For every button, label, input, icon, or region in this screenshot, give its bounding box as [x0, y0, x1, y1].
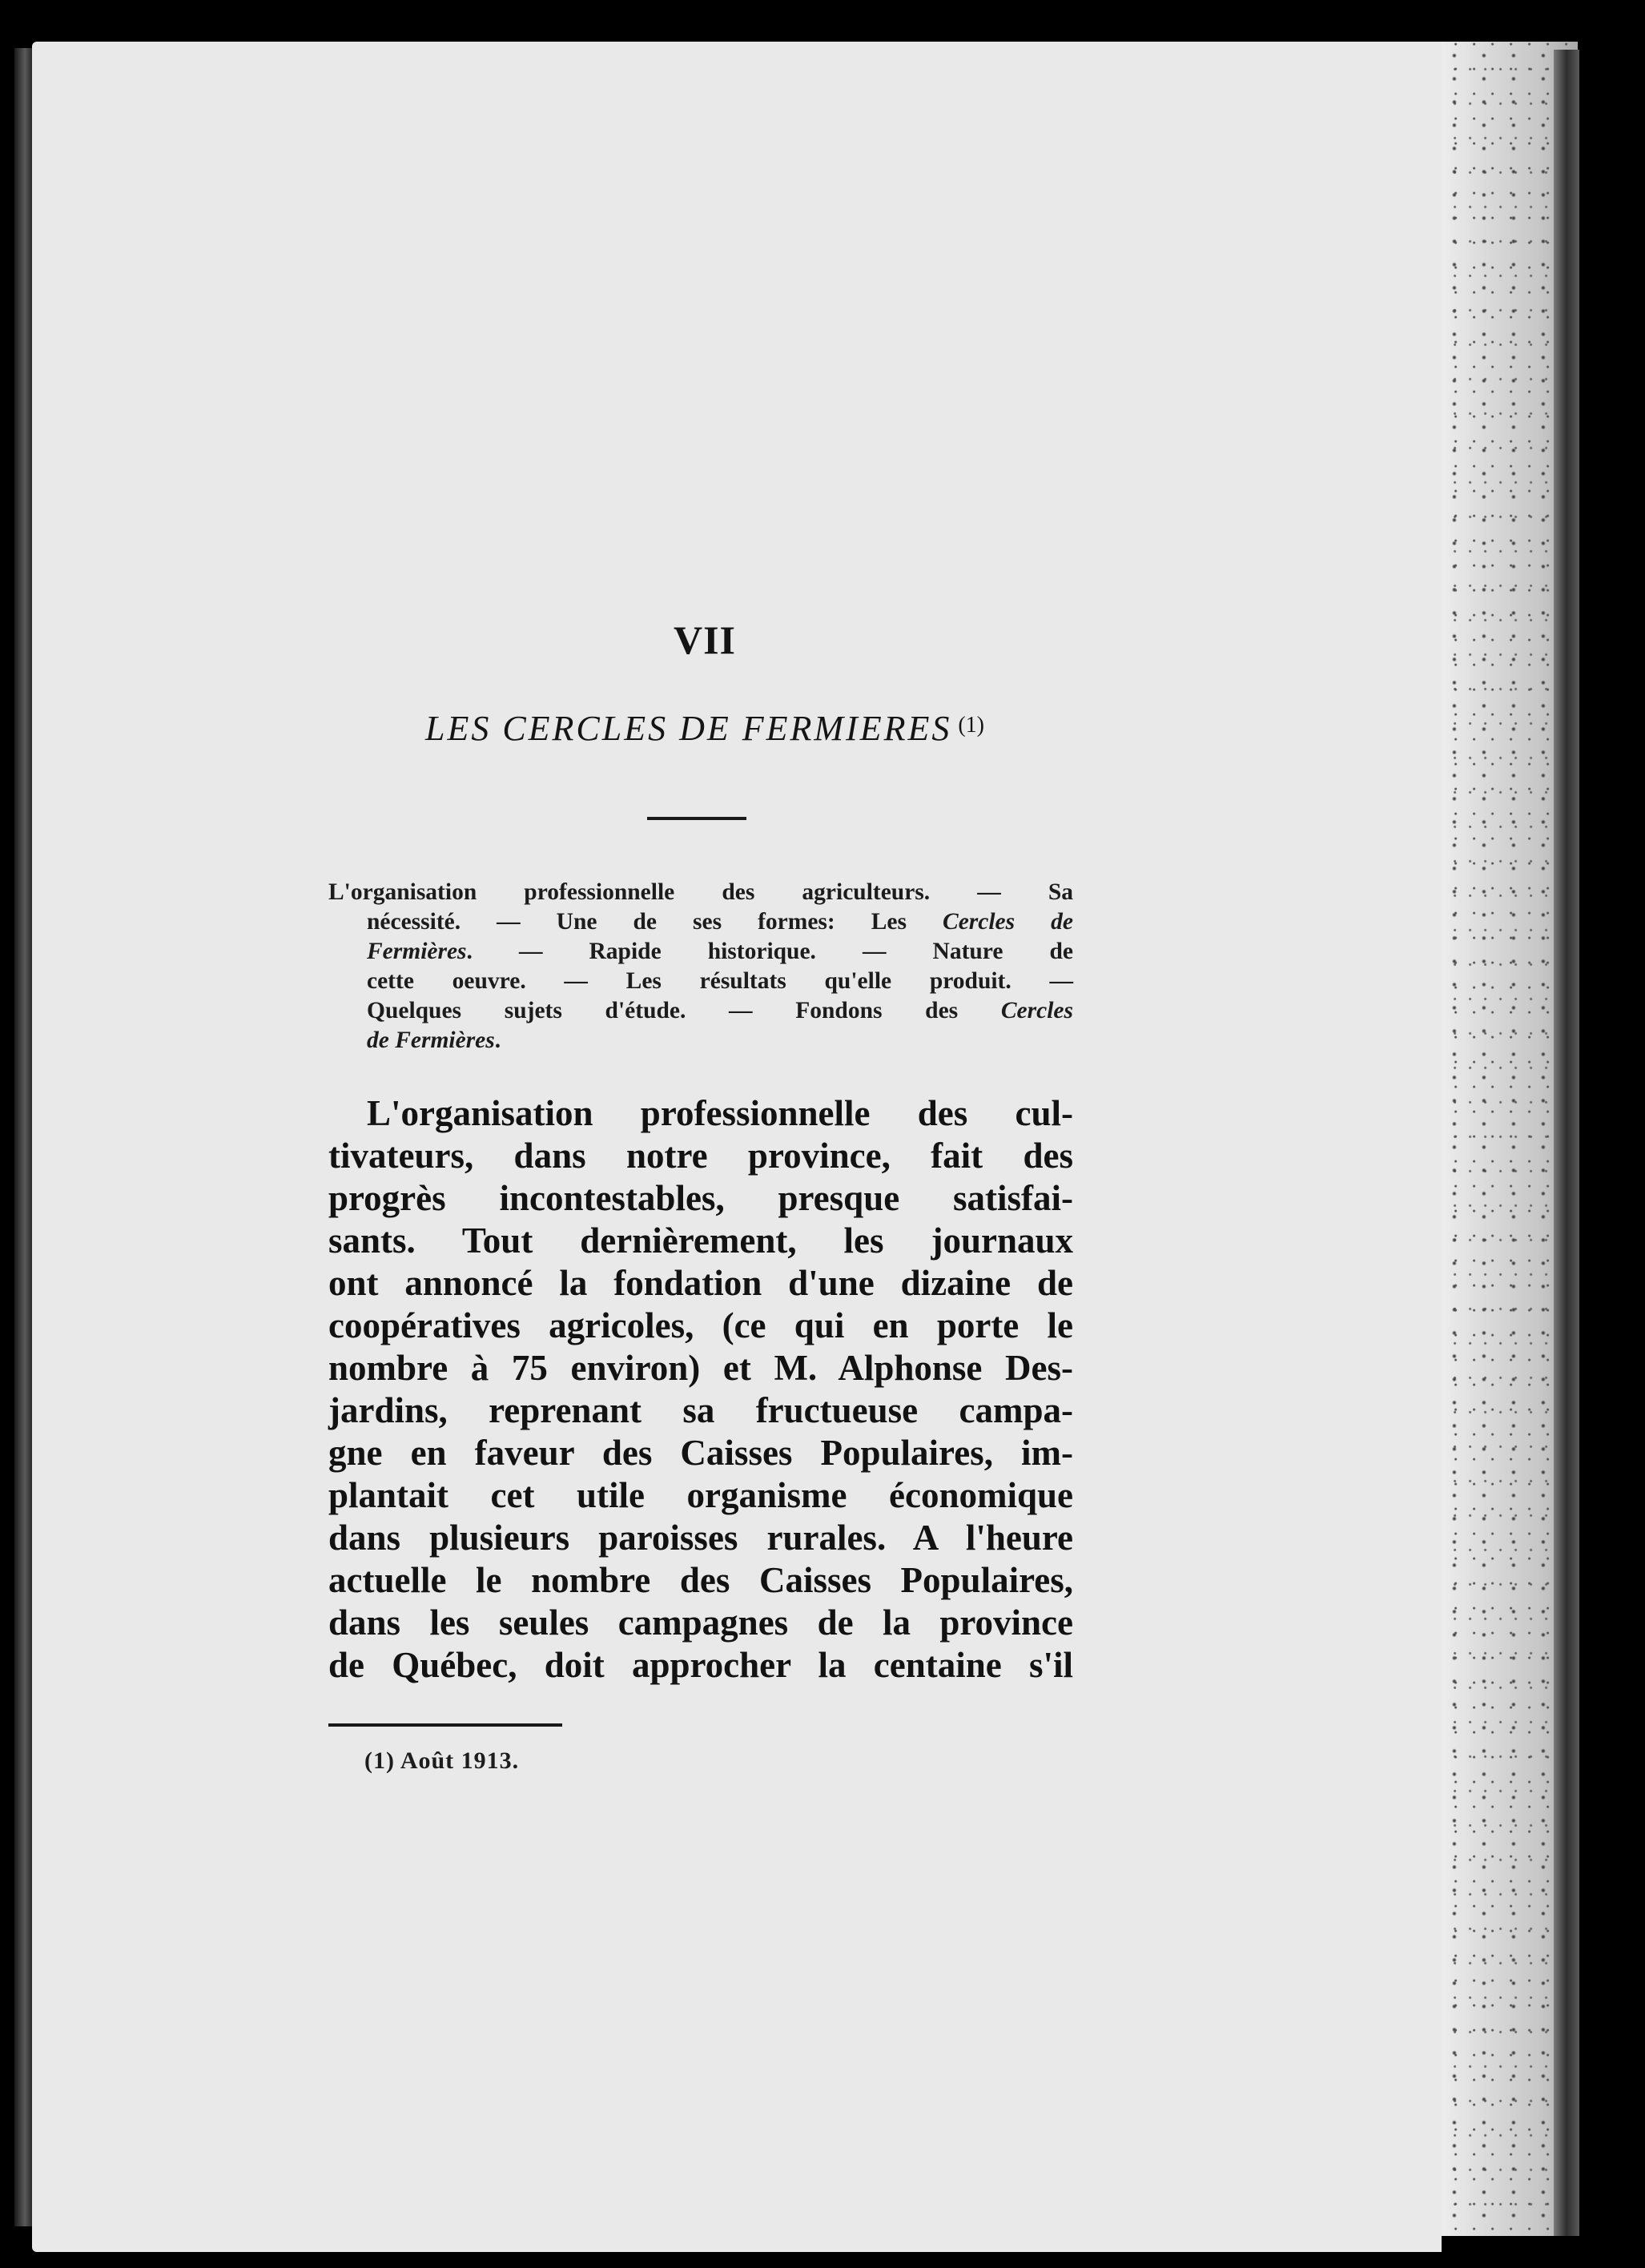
title-divider [647, 817, 746, 820]
summary-text: . — Rapide historique. — Nature de [466, 939, 1073, 964]
body-line: actuelle le nombre des Caisses Populaires, [328, 1560, 1073, 1600]
body-line: coopératives agricoles, (ce qui en porte le [328, 1305, 1073, 1345]
book-page [32, 42, 1442, 2252]
summary-text: . [494, 1027, 501, 1053]
book-cover-edge [14, 48, 32, 2226]
body-line: progrès incontestables, presque satisfai- [328, 1178, 1073, 1218]
chapter-title [328, 708, 1081, 749]
chapter-summary [328, 878, 1073, 1056]
summary-text: Quelques sujets d'étude. — Fondons des [367, 998, 1001, 1023]
footnote-divider [328, 1723, 562, 1727]
summary-text: cette oeuvre. — Les résultats qu'elle produit. — [367, 968, 1073, 994]
summary-line [328, 878, 1073, 907]
summary-italic: Cercles [1000, 998, 1073, 1023]
body-line: de Québec, doit approcher la centaine s'il [328, 1645, 1073, 1685]
summary-line [328, 996, 1073, 1026]
summary-italic: Cercles de [943, 909, 1073, 935]
book-spine-shadow [1554, 50, 1579, 2236]
body-line: ont annoncé la fondation d'une dizaine de [328, 1263, 1073, 1303]
summary-italic: de Fermières [367, 1027, 495, 1053]
body-line: nombre à 75 environ) et M. Alphonse Des- [328, 1348, 1073, 1388]
summary-text: L'organisation professionnelle des agriculteurs. — Sa [328, 879, 1073, 905]
chapter-number: VII [673, 617, 737, 662]
footnote: (1) Août 1913. [364, 1747, 520, 1774]
body-line: dans les seules campagnes de la province [328, 1602, 1073, 1643]
body-line: jardins, reprenant sa fructueuse campa- [328, 1390, 1073, 1430]
summary-line [328, 1026, 1073, 1056]
body-line: dans plusieurs paroisses rurales. A l'heure [328, 1518, 1073, 1558]
body-line: tivateurs, dans notre province, fait des [328, 1136, 1073, 1176]
body-line: sants. Tout dernièrement, les journaux [328, 1220, 1073, 1261]
summary-line [328, 937, 1073, 967]
summary-line [328, 907, 1073, 937]
summary-line [328, 967, 1073, 996]
footnote-reference: (1) [958, 713, 985, 738]
summary-italic: Fermières [367, 939, 467, 964]
chapter-title-text: LES CERCLES DE FERMIERES [424, 709, 952, 748]
body-line: gne en faveur des Caisses Populaires, im- [328, 1433, 1073, 1473]
body-line: L'organisation professionnelle des cul- [367, 1093, 1073, 1133]
body-paragraph [328, 1092, 1073, 1687]
body-line: plantait cet utile organisme économique [328, 1475, 1073, 1515]
summary-text: nécessité. — Une de ses formes: Les [367, 909, 943, 935]
